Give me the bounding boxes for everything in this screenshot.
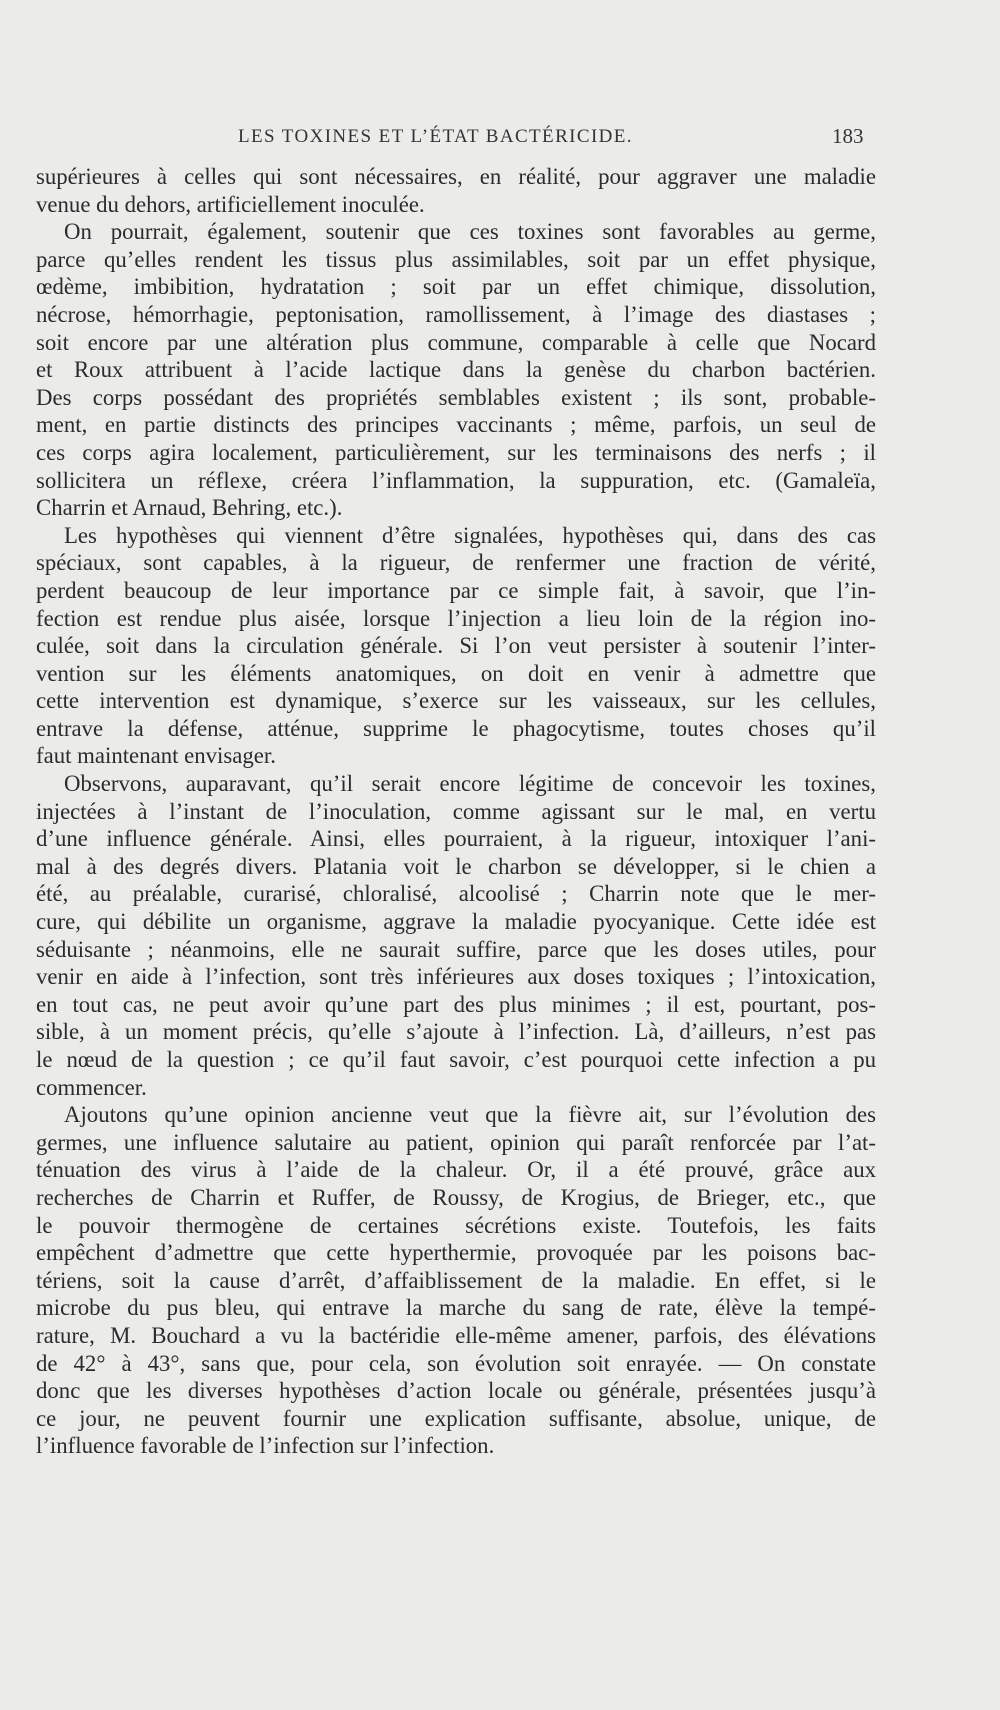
- text-line: supérieures à celles qui sont nécessaires, en réalité, pour aggraver une maladie: [36, 164, 876, 189]
- text-line: sollicitera un réflexe, créera l’inflammation, la suppuration, etc. (Gamaleïa,: [36, 467, 876, 493]
- text-line: injectées à l’instant de l’inoculation, comme agissant sur le mal, en vertu: [36, 798, 876, 824]
- text-line: donc que les diverses hypothèses d’action locale ou générale, présentées jusqu’à: [36, 1378, 876, 1404]
- text-line: spéciaux, sont capables, à la rigueur, de renfermer une fraction de vérité,: [36, 550, 876, 576]
- text-line: Charrin et Arnaud, Behring, etc.).: [36, 495, 343, 521]
- text-line: le nœud de la question ; ce qu’il faut savoir, c’est pourquoi cette infection a pu: [36, 1047, 876, 1072]
- text-line: venir en aide à l’infection, sont très inférieures aux doses toxiques ; l’intoxication,: [36, 964, 876, 990]
- text-line: venue du dehors, artificiellement inoculée.: [36, 191, 425, 217]
- text-line: cette intervention est dynamique, s’exerce sur les vaisseaux, sur les cellules,: [36, 688, 876, 714]
- text-line: soit encore par une altération plus commune, comparable à celle que Nocard: [36, 329, 876, 355]
- text-line: commencer.: [36, 1074, 147, 1100]
- text-line: empêchent d’admettre que cette hyperthermie, provoquée par les poisons bac-: [36, 1240, 876, 1266]
- text-line: Ajoutons qu’une opinion ancienne veut que la fièvre ait, sur l’évolution des: [64, 1102, 876, 1128]
- text-line: culée, soit dans la circulation générale. Si l’on veut persister à soutenir l’inter-: [36, 633, 876, 659]
- page-header: [0, 126, 1000, 156]
- text-line: vention sur les éléments anatomiques, on doit en venir à admettre que: [36, 660, 876, 686]
- text-line: cure, qui débilite un organisme, aggrave la maladie pyocyanique. Cette idée est: [36, 909, 876, 935]
- body-text: [36, 163, 876, 1460]
- text-line: ces corps agira localement, particulièrement, sur les terminaisons des nerfs ; il: [36, 439, 876, 465]
- text-line: ce jour, ne peuvent fournir une explication suffisante, absolue, unique, de: [36, 1405, 876, 1431]
- running-title: LES TOXINES ET L’ÉTAT BACTÉRICIDE.: [238, 126, 633, 147]
- text-line: ténuation des virus à l’aide de la chaleur. Or, il a été prouvé, grâce aux: [36, 1157, 876, 1183]
- text-line: Des corps possédant des propriétés semblables existent ; ils sont, probable-: [36, 384, 876, 410]
- text-line: d’une influence générale. Ainsi, elles pourraient, à la rigueur, intoxiquer l’ani-: [36, 826, 876, 852]
- page-number: 183: [832, 124, 864, 148]
- text-line: séduisante ; néanmoins, elle ne saurait suffire, parce que les doses utiles, pour: [36, 936, 876, 962]
- text-line: tériens, soit la cause d’arrêt, d’affaiblissement de la maladie. En effet, si le: [36, 1267, 876, 1293]
- text-line: de 42° à 43°, sans que, pour cela, son évolution soit enrayée. — On constate: [36, 1350, 876, 1376]
- text-line: faut maintenant envisager.: [36, 743, 276, 769]
- text-line: le pouvoir thermogène de certaines sécrétions existe. Toutefois, les faits: [36, 1212, 876, 1238]
- text-line: Les hypothèses qui viennent d’être signalées, hypothèses qui, dans des cas: [64, 522, 876, 548]
- text-line: rature, M. Bouchard a vu la bactéridie elle-même amener, parfois, des élévations: [36, 1322, 876, 1348]
- text-line: été, au préalable, curarisé, chloralisé, alcoolisé ; Charrin note que le mer-: [36, 881, 876, 907]
- text-line: fection est rendue plus aisée, lorsque l’injection a lieu loin de la région ino-: [36, 605, 876, 631]
- text-line: sible, à un moment précis, qu’elle s’ajoute à l’infection. Là, d’ailleurs, n’est pas: [36, 1019, 876, 1045]
- text-line: microbe du pus bleu, qui entrave la marche du sang de rate, élève la tempé-: [36, 1295, 876, 1321]
- text-line: Observons, auparavant, qu’il serait encore légitime de concevoir les toxines,: [64, 771, 876, 797]
- text-line: et Roux attribuent à l’acide lactique dans la genèse du charbon bactérien.: [36, 357, 876, 383]
- text-line: entrave la défense, atténue, supprime le phagocytisme, toutes choses qu’il: [36, 715, 876, 741]
- text-line: germes, une influence salutaire au patient, opinion qui paraît renforcée par l’at-: [36, 1129, 876, 1155]
- text-line: nécrose, hémorrhagie, peptonisation, ramollissement, à l’image des diastases ;: [36, 301, 876, 327]
- text-line: parce qu’elles rendent les tissus plus assimilables, soit par un effet physique,: [36, 246, 876, 272]
- text-line: en tout cas, ne peut avoir qu’une part des plus minimes ; il est, pourtant, pos-: [36, 991, 876, 1017]
- text-line: ment, en partie distincts des principes vaccinants ; même, parfois, un seul de: [36, 412, 876, 438]
- text-line: recherches de Charrin et Ruffer, de Roussy, de Krogius, de Brieger, etc., que: [36, 1184, 876, 1210]
- text-line: l’influence favorable de l’infection sur l’infection.: [36, 1433, 495, 1459]
- text-line: On pourrait, également, soutenir que ces toxines sont favorables au germe,: [64, 219, 876, 245]
- text-line: perdent beaucoup de leur importance par ce simple fait, à savoir, que l’in-: [36, 577, 876, 603]
- text-line: mal à des degrés divers. Platania voit le charbon se développer, si le chien a: [36, 853, 876, 879]
- text-line: œdème, imbibition, hydratation ; soit par un effet chimique, dissolution,: [36, 274, 876, 300]
